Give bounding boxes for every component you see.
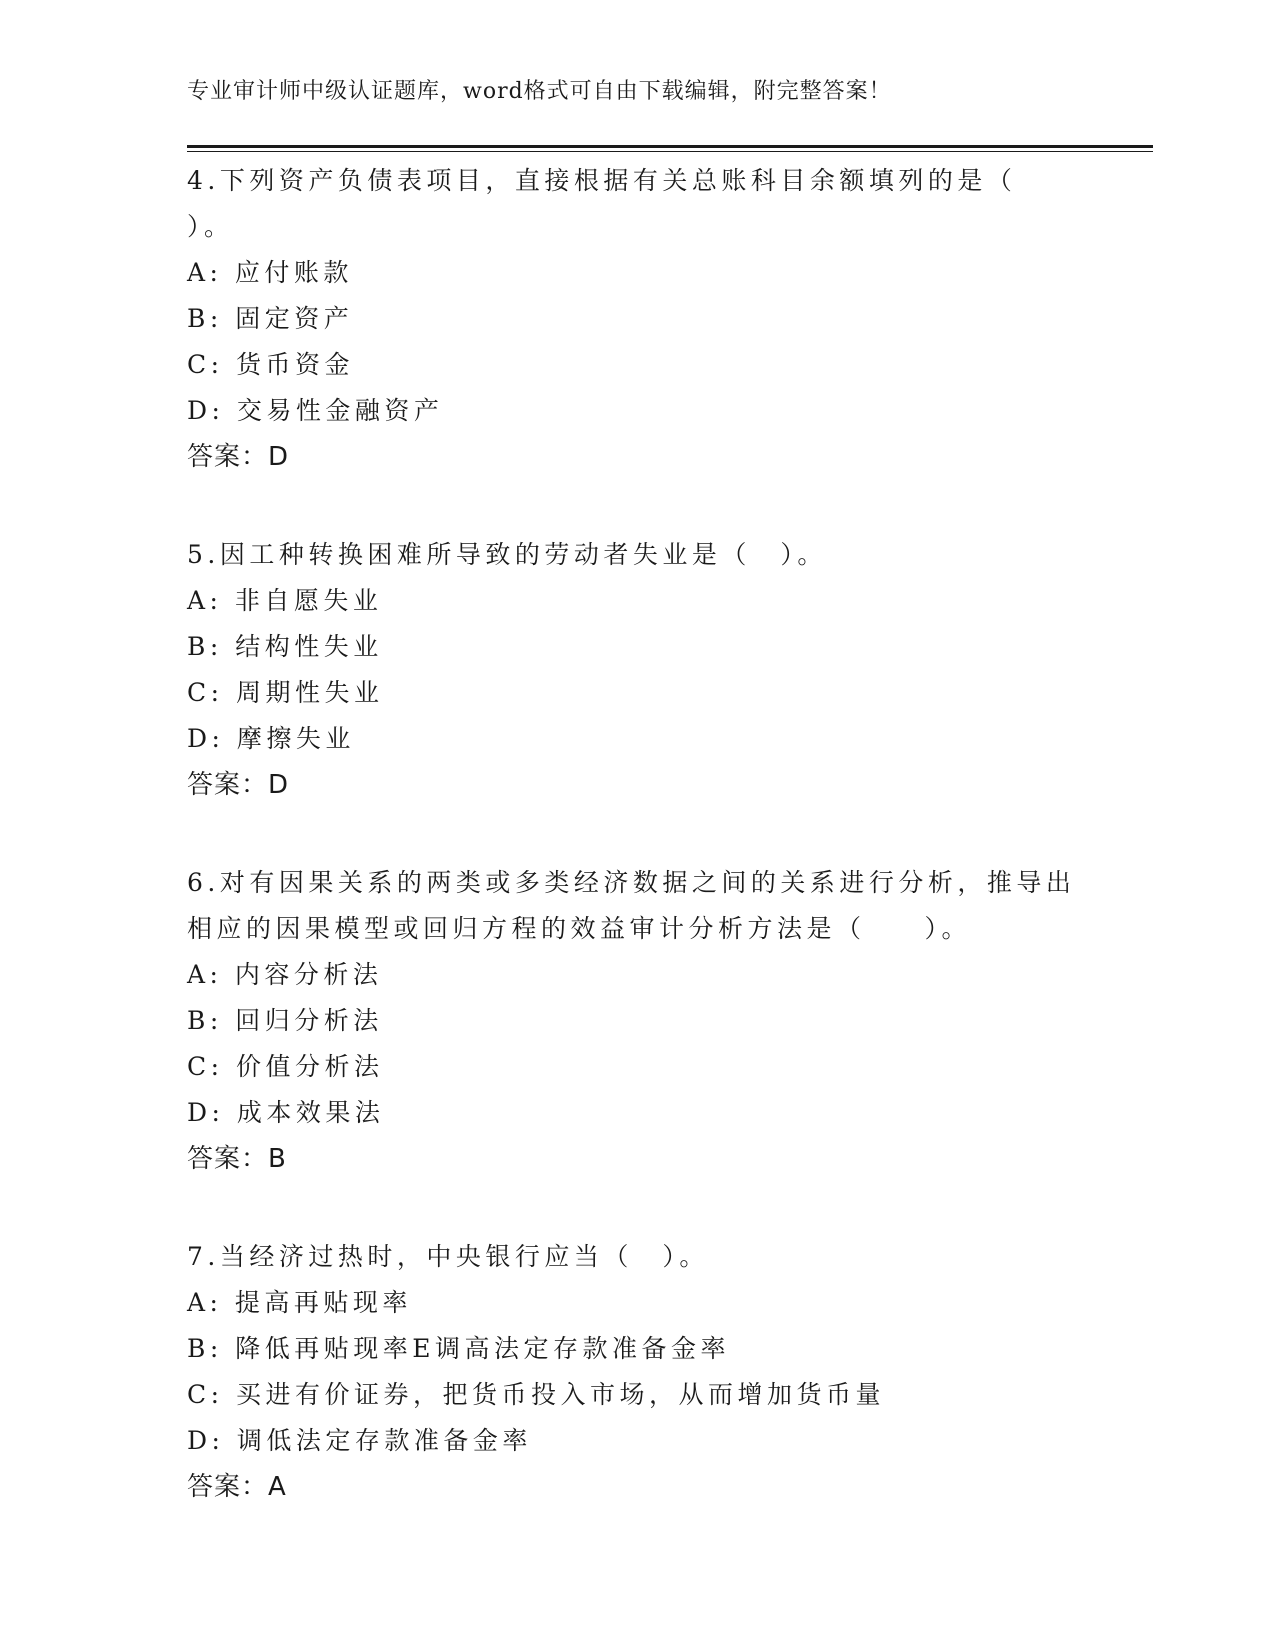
option-a: A: 应付账款 <box>187 258 353 287</box>
option-d: D: 成本效果法 <box>187 1098 385 1127</box>
option-b: B: 降低再贴现率E调高法定存款准备金率 <box>187 1334 730 1363</box>
question-stem: 7.当经济过热时，中央银行应当（ ）。 <box>187 1242 709 1271</box>
option-a: A: 提高再贴现率 <box>187 1288 412 1317</box>
question-7 <box>187 1234 1087 1510</box>
question-6 <box>187 860 1087 1182</box>
answer-label: 答案：A <box>187 1472 287 1502</box>
question-stem: 相应的因果模型或回归方程的效益审计分析方法是（ ）。 <box>187 914 972 943</box>
option-c: C: 买进有价证券，把货币投入市场，从而增加货币量 <box>187 1380 886 1409</box>
option-c: C: 周期性失业 <box>187 678 384 707</box>
answer-label: 答案：B <box>187 1144 287 1174</box>
option-d: D: 摩擦失业 <box>187 724 355 753</box>
question-stem: 6.对有因果关系的两类或多类经济数据之间的关系进行分析，推导出 <box>187 868 1076 897</box>
answer-label: 答案：D <box>187 442 290 472</box>
header-rule-thin <box>187 151 1153 152</box>
document-header: 专业审计师中级认证题库，word格式可自由下载编辑，附完整答案！ <box>187 79 892 104</box>
option-b: B: 回归分析法 <box>187 1006 383 1035</box>
option-a: A: 内容分析法 <box>187 960 383 989</box>
option-d: D: 调低法定存款准备金率 <box>187 1426 532 1455</box>
header-rule-thick <box>187 145 1153 148</box>
question-list <box>187 158 1087 1562</box>
option-d: D: 交易性金融资产 <box>187 396 444 425</box>
question-stem: ）。 <box>187 212 234 241</box>
question-4 <box>187 158 1087 480</box>
option-c: C: 价值分析法 <box>187 1052 384 1081</box>
question-stem: 5.因工种转换困难所导致的劳动者失业是（ ）。 <box>187 540 827 569</box>
option-b: B: 固定资产 <box>187 304 354 333</box>
option-c: C: 货币资金 <box>187 350 354 379</box>
option-b: B: 结构性失业 <box>187 632 383 661</box>
answer-label: 答案：D <box>187 770 290 800</box>
question-stem: 4.下列资产负债表项目，直接根据有关总账科目余额填列的是（ <box>187 166 1017 195</box>
question-5 <box>187 532 1087 808</box>
option-a: A: 非自愿失业 <box>187 586 383 615</box>
